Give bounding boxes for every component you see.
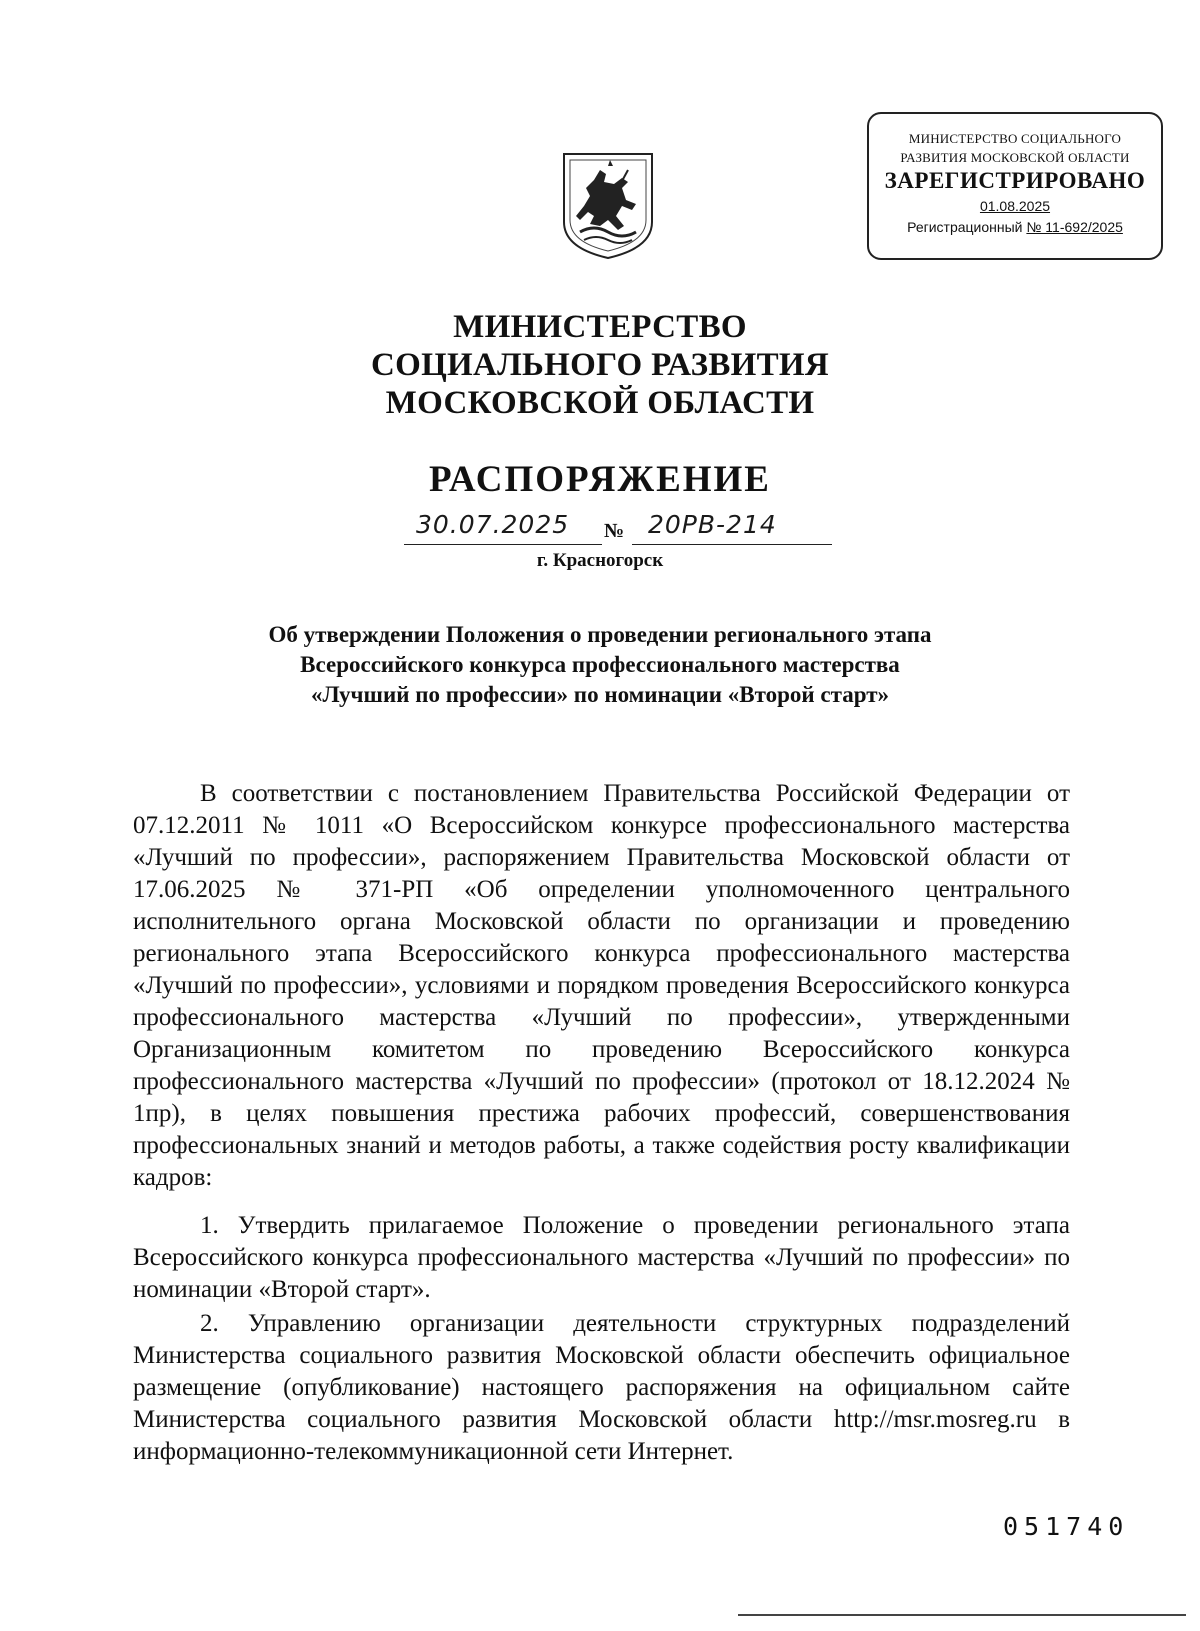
stamp-org-line2: РАЗВИТИЯ МОСКОВСКОЙ ОБЛАСТИ bbox=[900, 150, 1130, 165]
number-sign: № bbox=[604, 520, 625, 542]
document-date: 30.07.2025 bbox=[416, 510, 570, 539]
bottom-divider bbox=[738, 1614, 1186, 1616]
title-line3: «Лучший по профессии» по номинации «Второй старт» bbox=[310, 682, 890, 707]
serial-number: 051740 bbox=[1003, 1512, 1130, 1541]
stamp-date: 01.08.2025 bbox=[979, 198, 1051, 214]
city: г. Красногорск bbox=[536, 550, 664, 571]
stamp-status: ЗАРЕГИСТРИРОВАНО bbox=[884, 168, 1146, 193]
stamp-reg bbox=[869, 216, 1161, 238]
document-number: 20РВ-214 bbox=[648, 510, 777, 539]
paragraph-item-1: 1. Утвердить прилагаемое Положение о проведении регионального этапа Всероссийского конкурса профессионального мастерства «Лучший по профессии» по номинации «Второй старт». bbox=[133, 1212, 1070, 1303]
ministry-line2: СОЦИАЛЬНОГО РАЗВИТИЯ bbox=[370, 347, 830, 383]
paragraph-preamble: В соответствии с постановлением Правительства Российской Федерации от 07.12.2011 № 1011 «О Всероссийском конкурсе профессионального мастерства «Лучший по профессии», распоряжением Правительства Московской области от 17.06.2025 № 371-РП «Об определении уполномоченного центрального исполнительного органа Московской области по организации и проведению регионального этапа Всероссийского конкурса профессионального мастерства «Лучший по профессии», условиями и порядком проведения Всероссийского конкурса профессионального мастерства «Лучший по профессии», утвержденными Организационным комитетом по проведению Всероссийского конкурса профессионального мастерства «Лучший по профессии» (протокол от 18.12.2024 № 1пр), в целях повышения престижа рабочих профессий, совершенствования профессиональных знаний и методов работы, а также содействия росту квалификации кадров: bbox=[133, 780, 1070, 1191]
ministry-name bbox=[0, 308, 1200, 422]
date-underline bbox=[404, 544, 602, 545]
ministry-line1: МИНИСТЕРСТВО bbox=[453, 309, 747, 345]
registration-stamp bbox=[867, 112, 1163, 260]
paragraph-item-2: 2. Управлению организации деятельности структурных подразделений Министерства социального развития Московской области обеспечить официальное размещение (опубликование) настоящего распоряжения на официальном сайте Министерства социального развития Московской области http://msr.mosreg.ru в информационно-телекоммуникационной сети Интернет. bbox=[133, 1310, 1070, 1465]
stamp-reg-label: Регистрационный bbox=[907, 219, 1027, 235]
stamp-reg-number: № 11-692/2025 bbox=[1026, 219, 1123, 235]
stamp-org-line1: МИНИСТЕРСТВО СОЦИАЛЬНОГО bbox=[908, 131, 1122, 146]
document-type: РАСПОРЯЖЕНИЕ bbox=[428, 459, 771, 500]
coat-of-arms-icon bbox=[558, 150, 658, 262]
ministry-line3: МОСКОВСКОЙ ОБЛАСТИ bbox=[385, 385, 815, 421]
title-line1: Об утверждении Положения о проведении регионального этапа bbox=[268, 622, 932, 647]
title-line2: Всероссийского конкурса профессионального мастерства bbox=[300, 652, 900, 677]
document-title bbox=[0, 620, 1200, 710]
date-number-line bbox=[400, 510, 840, 550]
number-underline bbox=[632, 544, 832, 545]
